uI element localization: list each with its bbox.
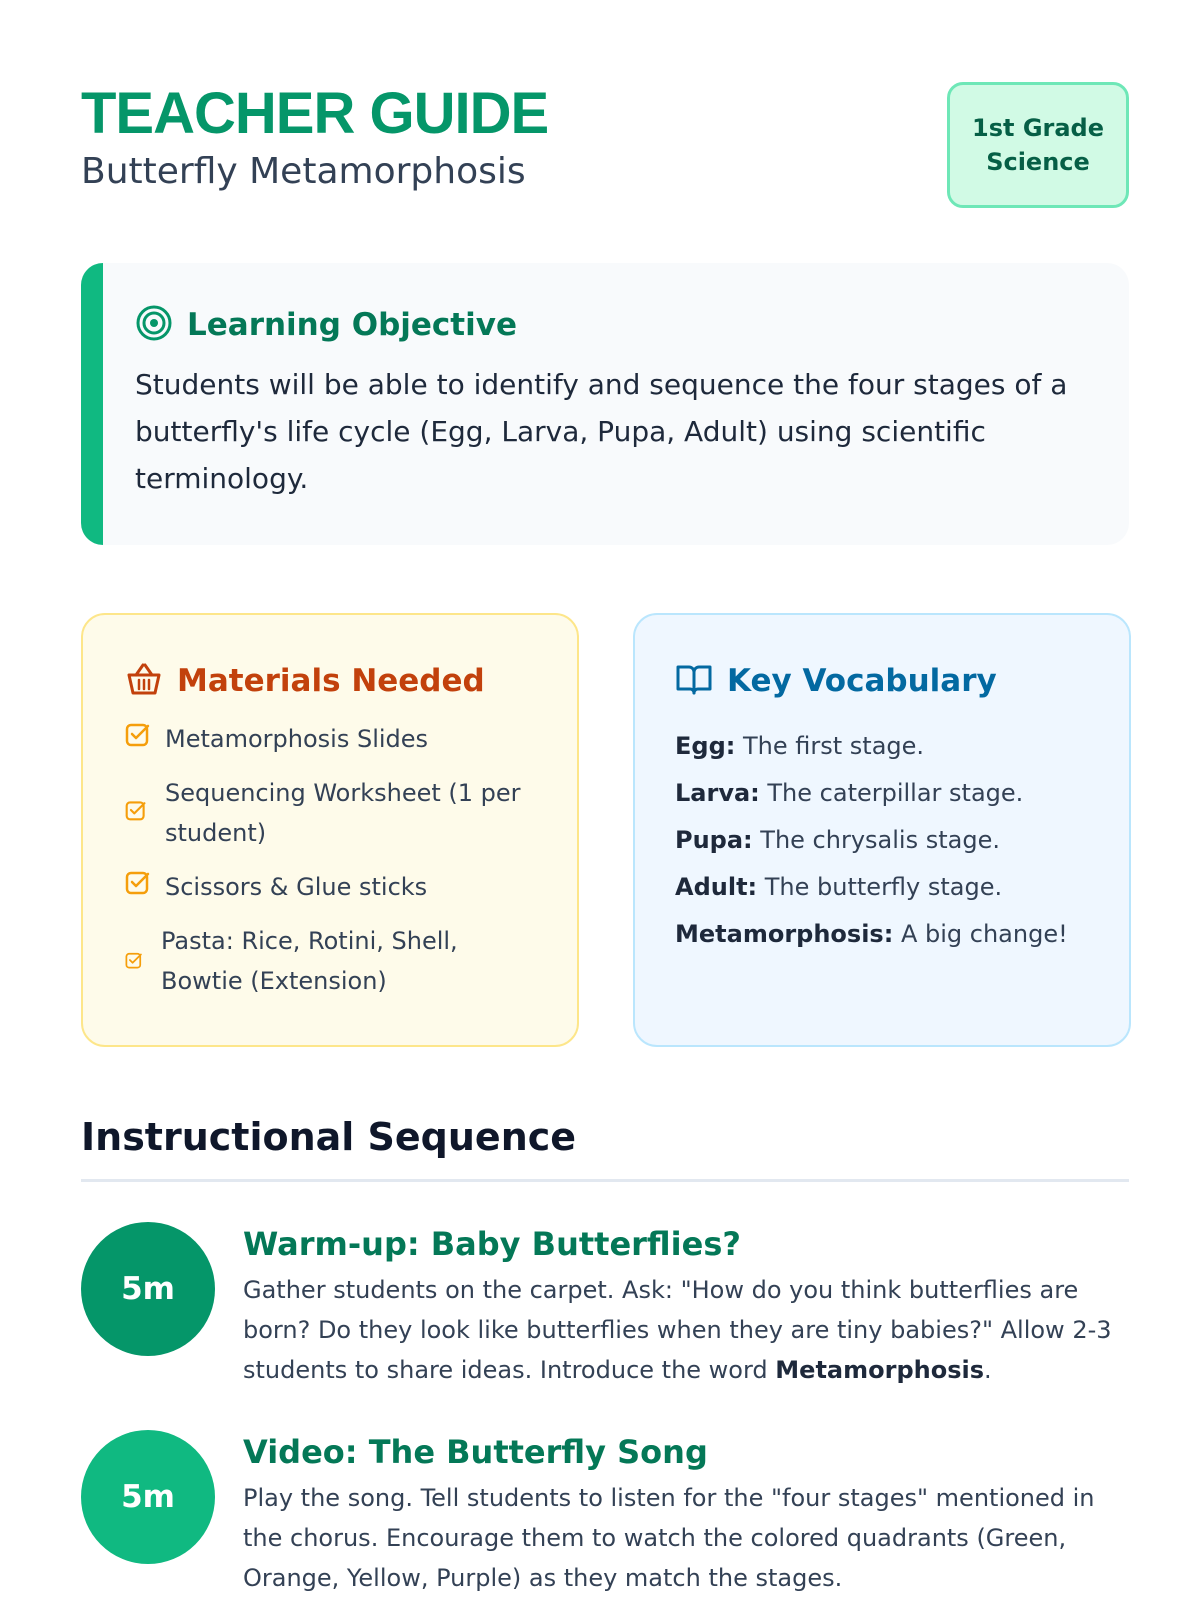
materials-heading: Materials Needed xyxy=(177,663,485,699)
step-text-part: . xyxy=(984,1356,992,1384)
vocab-definition: The first stage. xyxy=(735,732,925,760)
vocab-definition: The butterfly stage. xyxy=(757,873,1003,901)
page-header xyxy=(81,82,1129,212)
checkbox-icon xyxy=(125,793,147,833)
list-item xyxy=(675,723,1091,770)
list-item xyxy=(125,773,539,853)
list-item xyxy=(675,817,1091,864)
vocab-definition: A big change! xyxy=(893,920,1068,948)
list-item xyxy=(125,719,539,759)
step-text-part: Gather students on the carpet. Ask: "How do you think butterflies are born? Do they look like butterflies when they are tiny babies?" Allow 2-3 students to share ideas. Introduce the word xyxy=(243,1276,1112,1384)
material-label: Metamorphosis Slides xyxy=(165,725,429,753)
vocab-term: Adult: xyxy=(675,873,758,901)
objective-heading: Learning Objective xyxy=(187,307,517,343)
vocab-term: Egg: xyxy=(675,732,736,760)
vocabulary-card xyxy=(633,613,1131,1047)
vocabulary-heading: Key Vocabulary xyxy=(727,663,997,699)
basket-icon xyxy=(125,660,163,702)
vocabulary-list xyxy=(675,723,1091,958)
checkbox-icon xyxy=(125,867,151,907)
list-item xyxy=(675,770,1091,817)
vocab-term: Pupa: xyxy=(675,826,753,854)
grade-badge-grade: 1st Grade xyxy=(972,114,1104,142)
step-description xyxy=(243,1270,1129,1390)
divider xyxy=(81,1179,1129,1182)
page-title: TEACHER GUIDE xyxy=(81,81,549,146)
step-title: Video: The Butterfly Song xyxy=(243,1433,708,1471)
list-item xyxy=(675,864,1091,911)
materials-list xyxy=(125,719,539,1001)
material-label: Scissors & Glue sticks xyxy=(165,873,428,901)
list-item xyxy=(675,911,1091,958)
vocab-definition: The caterpillar stage. xyxy=(759,779,1024,807)
vocab-definition: The chrysalis stage. xyxy=(752,826,1000,854)
checkbox-icon xyxy=(125,941,143,981)
material-label: Sequencing Worksheet (1 per student) xyxy=(165,779,521,847)
learning-objective-card xyxy=(81,263,1129,545)
list-item xyxy=(125,921,539,1001)
materials-card xyxy=(81,613,579,1047)
page-subtitle: Butterfly Metamorphosis xyxy=(81,151,526,192)
step-text-bold: Metamorphosis xyxy=(775,1356,985,1384)
step-description: Play the song. Tell students to listen for the "four stages" mentioned in the chorus. Encourage them to watch the colored quadrants (Green, Orange, Yellow, Purple) as they match the stages. xyxy=(243,1484,1095,1592)
grade-badge xyxy=(947,82,1129,208)
vocab-term: Metamorphosis: xyxy=(675,920,894,948)
checkbox-icon xyxy=(125,719,151,759)
sequence-heading: Instructional Sequence xyxy=(81,1115,577,1159)
duration-badge: 5m xyxy=(81,1430,215,1564)
step-title: Warm-up: Baby Butterflies? xyxy=(243,1225,741,1263)
objective-text: Students will be able to identify and sequence the four stages of a butterfly's life cycle (Egg, Larva, Pupa, Adult) using scientific terminology. xyxy=(135,368,1068,495)
vocab-term: Larva: xyxy=(675,779,760,807)
duration-badge: 5m xyxy=(81,1222,215,1356)
target-icon xyxy=(135,304,173,346)
open-book-icon xyxy=(675,660,713,702)
grade-badge-subject: Science xyxy=(986,148,1090,176)
list-item xyxy=(125,867,539,907)
material-label: Pasta: Rice, Rotini, Shell, Bowtie (Extension) xyxy=(161,927,458,995)
